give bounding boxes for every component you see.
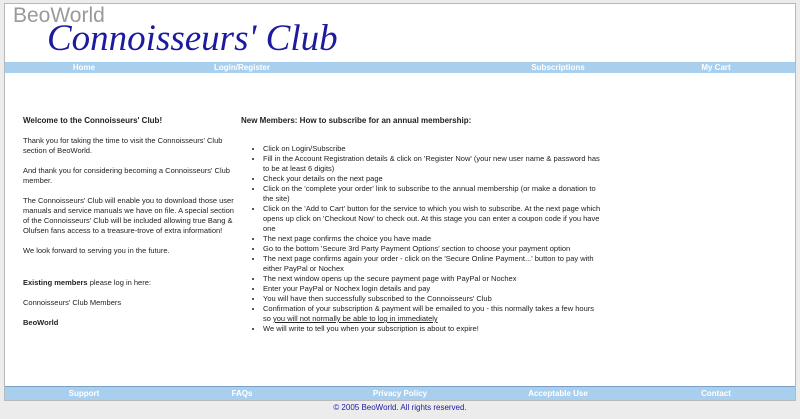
step-12-text: Confirmation of your subscription & payment will be emailed to you - this normally takes a few hours so	[263, 304, 594, 323]
nav-home[interactable]: Home	[72, 63, 96, 72]
footer-faqs[interactable]: FAQs	[231, 389, 253, 398]
main-content	[5, 73, 795, 386]
footer-privacy-policy[interactable]: Privacy Policy	[372, 389, 428, 398]
nav-spacer	[321, 62, 479, 73]
step-item: • The next window opens up the secure payment page with PayPal or Nochex	[263, 274, 601, 284]
step-item: • Click on the 'Add to Cart' button for the service to which you wish to subscribe. At the next page which opens up click on 'Checkout Now' to check out. At this stage you can enter a coupon code if you have one	[263, 204, 601, 234]
step-item: • We will write to tell you when your subscription is about to expire!	[263, 324, 601, 334]
beoworld-link[interactable]: BeoWorld	[23, 318, 59, 327]
step-item: • Enter your PayPal or Nochex login details and pay	[263, 284, 601, 294]
members-login-link[interactable]: Connoisseurs' Club Members	[23, 298, 122, 307]
step-item	[263, 304, 601, 324]
existing-members-label: Existing members	[23, 278, 88, 287]
nav-login-register[interactable]: Login/Register	[213, 63, 270, 72]
logo-connoisseurs-club[interactable]: Connoisseurs' Club	[47, 18, 338, 59]
step-item: • The next page confirms the choice you have made	[263, 234, 601, 244]
footer-support[interactable]: Support	[68, 389, 100, 398]
welcome-paragraph-4: We look forward to serving you in the future.	[23, 246, 170, 255]
welcome-paragraph-3: The Connoisseurs' Club will enable you to download those user manuals and service manuals we have on file. A special section of the Connoisseurs' Club will be included allowing true Bang & Olufsen fans access to a treasure-trove of extra information!	[23, 196, 234, 235]
welcome-paragraph-2: And thank you for considering becoming a Connoisseurs' Club member.	[23, 166, 230, 185]
page-container	[4, 3, 796, 401]
subscribe-steps	[241, 144, 601, 334]
login-delay-note: you will not normally be able to log in immediately	[273, 314, 438, 323]
footer-acceptable-use[interactable]: Acceptable Use	[528, 389, 588, 398]
step-item: • Click on Login/Subscribe	[263, 144, 601, 154]
step-item: • Click on the 'complete your order' link to subscribe to the annual membership (or make a donation to the site)	[263, 184, 601, 204]
footer-contact[interactable]: Contact	[701, 389, 731, 398]
copyright-text: © 2005 BeoWorld. All rights reserved.	[333, 403, 467, 412]
logo-beoworld-text[interactable]: BeoWorld	[13, 4, 105, 27]
existing-members-rest: please log in here:	[87, 278, 151, 287]
subscribe-heading: New Members: How to subscribe for an annual membership:	[241, 116, 472, 125]
welcome-column	[23, 116, 235, 338]
step-item: • The next page confirms again your order - click on the 'Secure Online Payment...' button to pay with either PayPal or Nochex	[263, 254, 601, 274]
nav-subscriptions[interactable]: Subscriptions	[531, 63, 585, 72]
site-header	[5, 4, 795, 62]
step-item: • Go to the bottom 'Secure 3rd Party Payment Options' section to choose your payment option	[263, 244, 601, 254]
step-item: • Fill in the Account Registration details & click on 'Register Now' (your new user name & password has to be at least 6 digits)	[263, 154, 601, 174]
subscribe-column	[241, 116, 601, 334]
welcome-heading: Welcome to the Connoisseurs' Club!	[23, 116, 163, 125]
existing-members-text	[23, 278, 235, 288]
step-item: • Check your details on the next page	[263, 174, 601, 184]
top-nav	[5, 62, 795, 73]
nav-my-cart[interactable]: My Cart	[701, 63, 731, 72]
welcome-paragraph-1: Thank you for taking the time to visit the Connoisseurs' Club section of BeoWorld.	[23, 136, 223, 155]
footer-nav	[5, 386, 795, 400]
step-item: • You will have then successfully subscribed to the Connoisseurs' Club	[263, 294, 601, 304]
